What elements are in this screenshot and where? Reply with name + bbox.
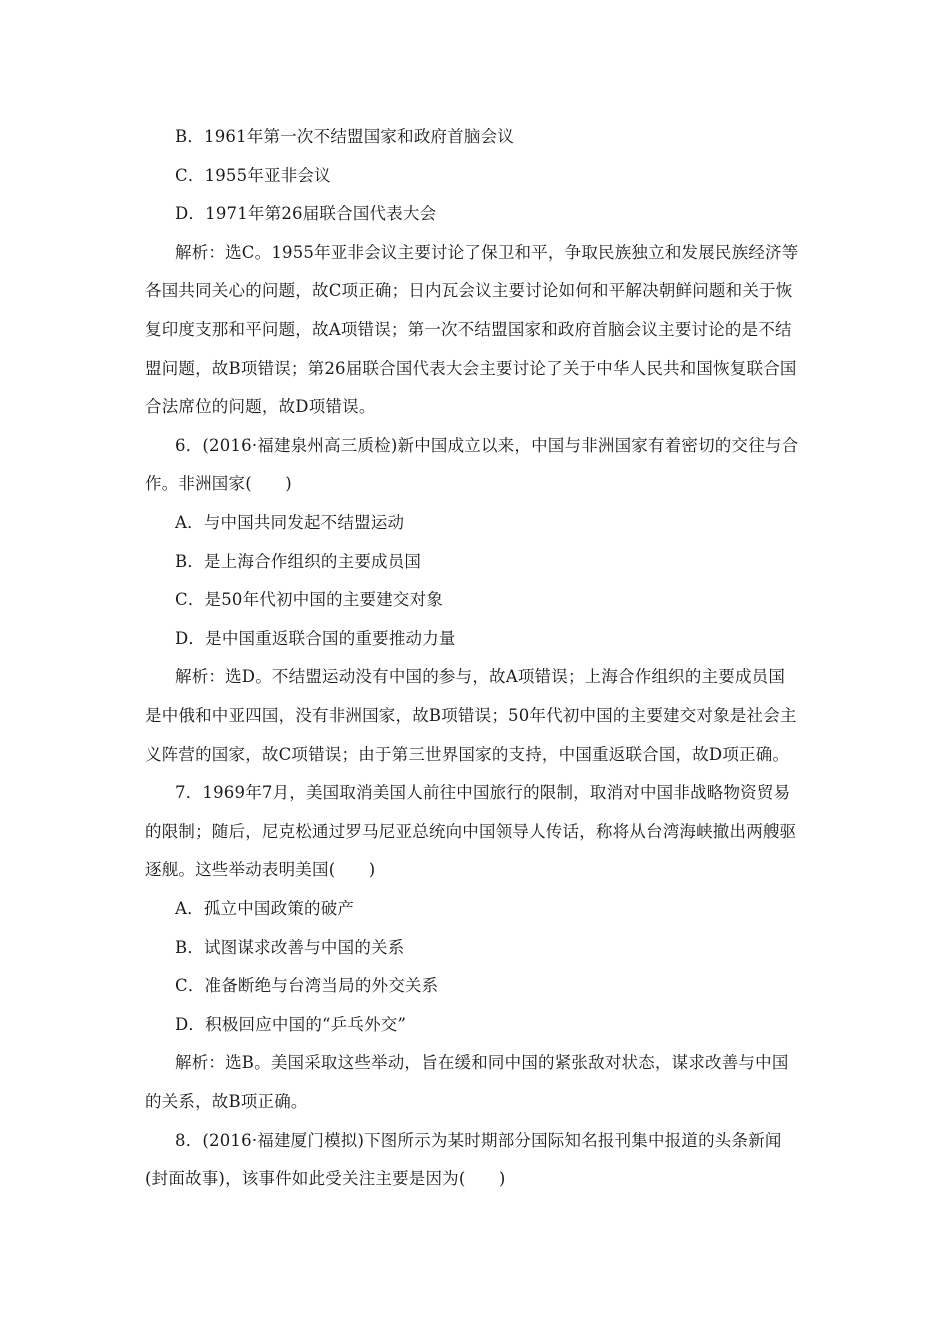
paragraph-first-line: 解析：选D。不结盟运动没有中国的参与，故A项错误；上海合作组织的主要成员国 <box>175 667 786 687</box>
paragraph-line: 各国共同关心的问题，故C项正确；日内瓦会议主要讨论如何和平解决朝鲜问题和关于恢 <box>145 281 793 301</box>
paragraph-first-line: 7．1969年7月，美国取消美国人前往中国旅行的限制，取消对中国非战略物资贸易 <box>175 783 791 803</box>
answer-option: B．1961年第一次不结盟国家和政府首脑会议 <box>175 127 515 146</box>
answer-option: D．1971年第26届联合国代表大会 <box>175 204 437 224</box>
paragraph-line: 是中俄和中亚四国，没有非洲国家，故B项错误；50年代初中国的主要建交对象是社会主 <box>145 706 797 725</box>
answer-option: A．孤立中国政策的破产 <box>175 899 355 918</box>
answer-option: B．是上海合作组织的主要成员国 <box>175 551 422 571</box>
paragraph-line: 合法席位的问题，故D项错误。 <box>145 397 376 417</box>
paragraph-first-line: 8．(2016·福建厦门模拟)下图所示为某时期部分国际知名报刊集中报道的头条新闻 <box>175 1130 782 1150</box>
paragraph-first-line: 解析：选C。1955年亚非会议主要讨论了保卫和平，争取民族独立和发展民族经济等 <box>175 242 799 262</box>
paragraph-line: 复印度支那和平问题，故A项错误；第一次不结盟国家和政府首脑会议主要讨论的是不结 <box>145 320 792 339</box>
paragraph-line: 逐舰。这些举动表明美国( ) <box>145 860 376 880</box>
answer-option: C．准备断绝与台湾当局的外交关系 <box>175 976 439 996</box>
answer-option: D．积极回应中国的“乒乓外交” <box>175 1014 407 1034</box>
answer-option: C．1955年亚非会议 <box>175 165 331 185</box>
paragraph-line: (封面故事)，该事件如此受关注主要是因为( ) <box>145 1169 506 1189</box>
paragraph-line: 义阵营的国家，故C项错误；由于第三世界国家的支持，中国重返联合国，故D项正确。 <box>145 744 790 764</box>
paragraph-line: 的限制；随后，尼克松通过罗马尼亚总统向中国领导人传话，称将从台湾海峡撤出两艘驱 <box>145 821 797 841</box>
paragraph-line: 盟问题，故B项错误；第26届联合国代表大会主要讨论了关于中华人民共和国恢复联合国 <box>145 358 797 378</box>
paragraph-line: 作。非洲国家( ) <box>145 474 292 494</box>
answer-option: C．是50年代初中国的主要建交对象 <box>175 590 444 610</box>
answer-option: D．是中国重返联合国的重要推动力量 <box>175 628 456 648</box>
answer-option: B．试图谋求改善与中国的关系 <box>175 937 405 957</box>
answer-option: A．与中国共同发起不结盟运动 <box>175 513 405 532</box>
paragraph-first-line: 6．(2016·福建泉州高三质检)新中国成立以来，中国与非洲国家有着密切的交往与合 <box>175 435 799 455</box>
paragraph-line: 的关系，故B项正确。 <box>145 1092 308 1111</box>
paragraph-first-line: 解析：选B。美国采取这些举动，旨在缓和同中国的紧张敌对状态，谋求改善与中国 <box>175 1053 789 1073</box>
